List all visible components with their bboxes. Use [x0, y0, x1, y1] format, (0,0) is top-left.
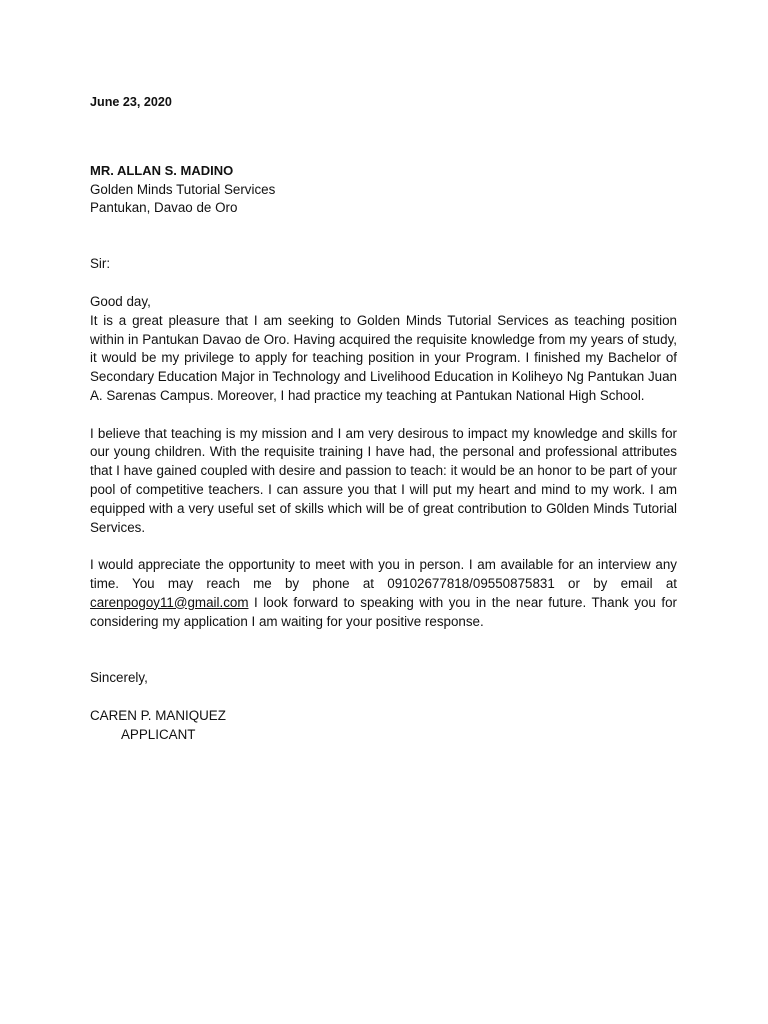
letter-date: June 23, 2020: [90, 95, 172, 109]
contact-text-lead: I would appreciate the opportunity to meet with you in person. I am available for an interview any time. You may reach me by phone at 09102677818/09550875831 or by email at: [90, 557, 677, 591]
recipient-name: MR. ALLAN S. MADINO: [90, 162, 234, 178]
body-paragraph-contact: [90, 556, 677, 631]
closing: Sincerely,: [90, 670, 148, 686]
signature-block: [90, 707, 677, 745]
recipient-organization: Golden Minds Tutorial Services: [90, 181, 276, 197]
contact-text-tail: I look forward to speaking with you in the near future. Thank you for considering my application I am waiting for your positive response.: [90, 594, 677, 629]
body-paragraph-intro: It is a great pleasure that I am seeking to Golden Minds Tutorial Services as teaching position within in Pantukan Davao de Oro. Having acquired the requisite knowledge from my years of study, it would be my privilege to apply for teaching position in your Program. I finished my Bachelor of Secondary Education Major in Technology and Livelihood Education in Koliheyo Ng Pantukan Juan A. Sarenas Campus. Moreover, I had practice my teaching at Pantukan National High School.: [90, 312, 677, 403]
application-letter: [90, 93, 677, 745]
email-link[interactable]: carenpogoy11@gmail.com: [90, 594, 249, 610]
greeting: Good day,: [90, 293, 151, 309]
salutation: Sir:: [90, 256, 111, 272]
signer-name: CAREN P. MANIQUEZ: [90, 707, 226, 723]
recipient-block: [90, 162, 677, 218]
body-paragraph-motivation: I believe that teaching is my mission and I am very desirous to impact my knowledge and skills for our young children. With the requisite training I have had, the personal and professional attributes that I have gained coupled with desire and passion to teach: it would be an honor to be part of your pool of competitive teachers. I can assure you that I will put my heart and mind to my work. I am equipped with a very useful set of skills which will be of great contribution to G0lden Minds Tutorial Services.: [90, 425, 677, 535]
recipient-address: Pantukan, Davao de Oro: [90, 200, 238, 216]
signer-title: APPLICANT: [121, 726, 196, 742]
